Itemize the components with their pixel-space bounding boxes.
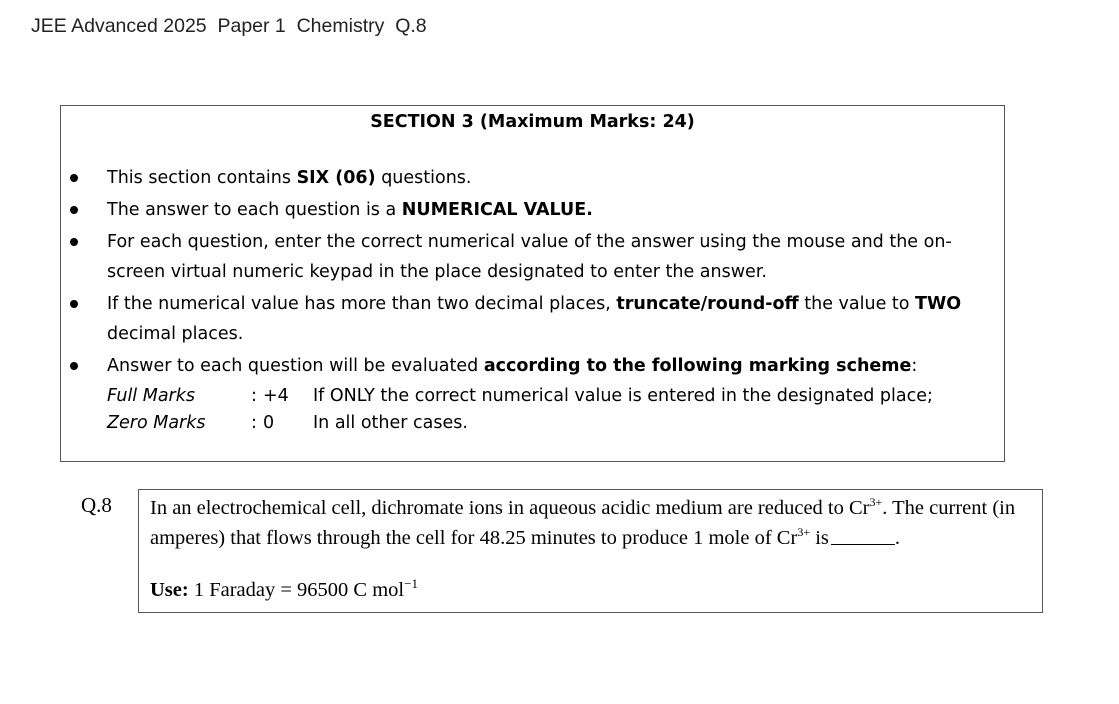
instruction-answer-type: The answer to each question is a NUMERICAL VALUE. <box>69 195 989 225</box>
section-instructions-box <box>60 105 1005 462</box>
page-header-title: JEE Advanced 2025 Paper 1 Chemistry Q.8 <box>31 15 427 37</box>
instructions-list <box>69 163 989 383</box>
question-number: Q.8 <box>81 493 112 517</box>
marking-scheme-table <box>69 383 989 437</box>
bullet-dot-icon <box>70 174 78 182</box>
question-given-data: Use: 1 Faraday = 96500 C mol$^{-1}$ <box>150 576 418 601</box>
scheme-colon: : <box>251 386 257 406</box>
scheme-description: If ONLY the correct numerical value is entered in the designated place; <box>313 386 933 406</box>
instruction-question-count: This section contains SIX (06) questions. <box>69 163 989 193</box>
answer-blank <box>831 544 895 545</box>
instruction-marking-scheme: Answer to each question will be evaluated according to the following marking scheme: <box>69 351 989 381</box>
scheme-marks: +4 <box>263 386 289 406</box>
instruction-rounding: If the numerical value has more than two decimal places, truncate/round-off the value to TWO decimal places. <box>69 289 989 349</box>
bullet-dot-icon <box>70 362 78 370</box>
bullet-dot-icon <box>70 238 78 246</box>
instruction-entry-method: For each question, enter the correct numerical value of the answer using the mouse and the on-screen virtual numeric keypad in the place designated to enter the answer. <box>69 227 989 287</box>
section-title: SECTION 3 (Maximum Marks: 24) <box>370 112 695 132</box>
bullet-dot-icon <box>70 206 78 214</box>
question-box <box>138 489 1043 613</box>
scheme-marks: 0 <box>263 413 275 433</box>
scheme-colon: : <box>251 413 257 433</box>
marking-scheme-row-full <box>69 383 989 410</box>
marking-scheme-row-zero <box>69 410 989 437</box>
bullet-dot-icon <box>70 300 78 308</box>
scheme-name: Zero Marks <box>107 413 206 433</box>
question-text: In an electrochemical cell, dichromate ions in aqueous acidic medium are reduced to $Cr^{3+}$. The current (in amperes) that flows through the cell for 48.25 minutes to produce 1 mole of $Cr^{3+}$ is . <box>150 495 1016 549</box>
scheme-name: Full Marks <box>107 386 196 406</box>
scheme-description: In all other cases. <box>313 413 468 433</box>
